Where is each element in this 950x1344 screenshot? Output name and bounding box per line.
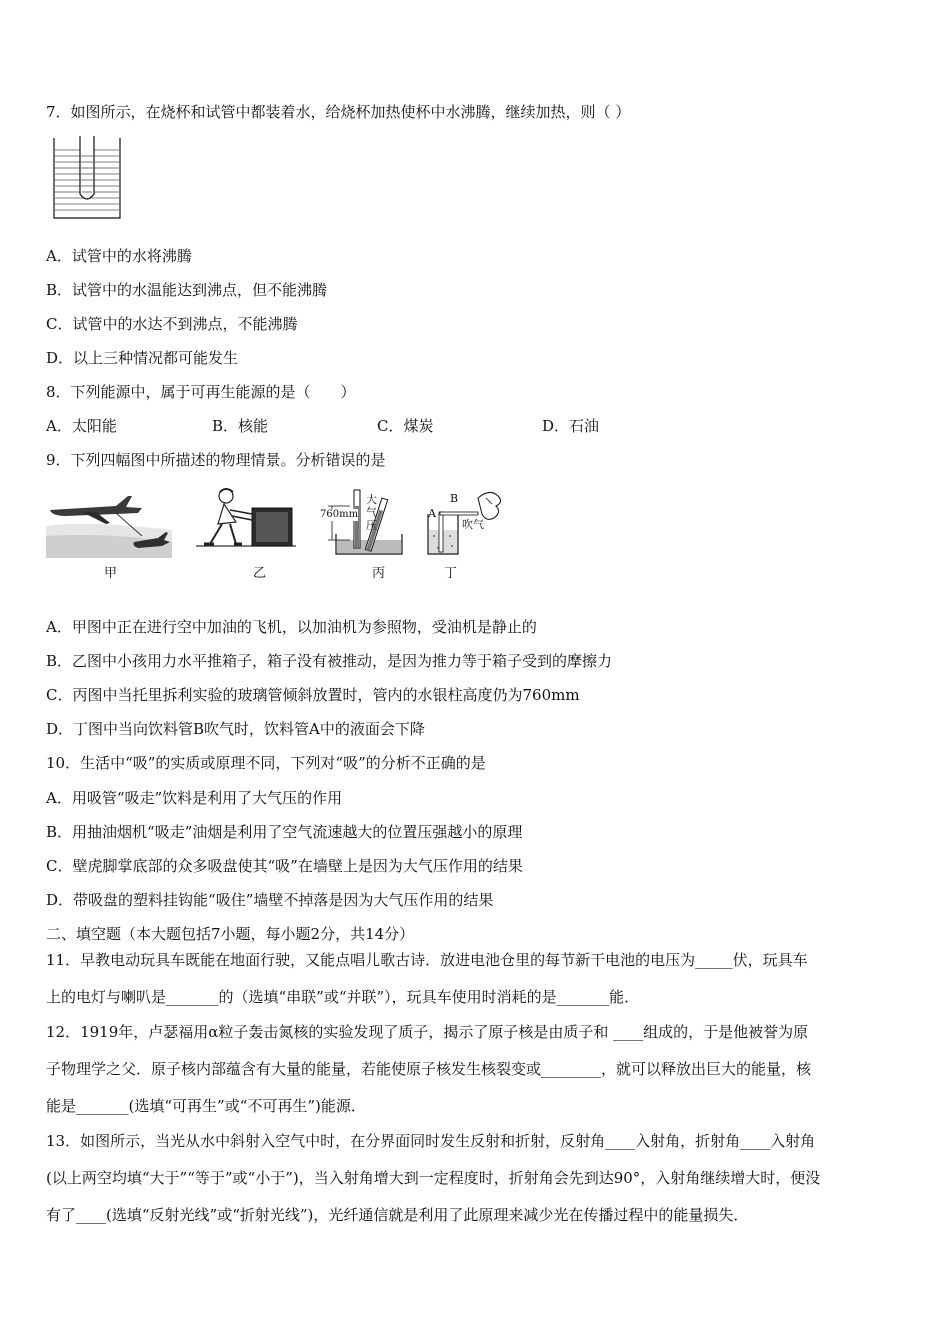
label-atm-2: 气	[366, 506, 377, 519]
q9-option-d: D．丁图中当向饮料管B吹气时，饮料管A中的液面会下降	[46, 720, 425, 738]
q10-option-d: D．带吸盘的塑料挂钩能“吸住”墙壁不掉落是因为大气压作用的结果	[46, 891, 494, 909]
label-b: B	[450, 492, 459, 505]
q9-option-b: B．乙图中小孩用力水平推箱子，箱子没有被推动，是因为推力等于箱子受到的摩擦力	[46, 652, 613, 670]
caption-jia: 甲	[104, 566, 118, 581]
beaker-test-tube-figure	[50, 136, 124, 222]
q10-option-c: C．壁虎脚掌底部的众多吸盘使其“吸”在墙壁上是因为大气压作用的结果	[46, 857, 523, 875]
q7-option-d: D．以上三种情况都可能发生	[46, 349, 239, 367]
q9-option-c: C．丙图中当托里拆利实验的玻璃管倾斜放置时，管内的水银柱高度仍为760mm	[46, 686, 580, 704]
q10-option-b: B．用抽油烟机“吸走”油烟是利用了空气流速越大的位置压强越小的原理	[46, 823, 523, 841]
q9-option-a: A．甲图中正在进行空中加油的飞机，以加油机为参照物，受油机是静止的	[46, 618, 537, 636]
q12-line-1: 12．1919年，卢瑟福用α粒子轰击氮核的实验发现了质子，揭示了原子核是由质子和 ____组成的，于是他被誉为原	[46, 1023, 809, 1041]
label-atm-3: 压	[366, 519, 377, 532]
q7-option-b: B．试管中的水温能达到沸点，但不能沸腾	[46, 281, 328, 299]
q12-line-2: 子物理学之父．原子核内部蕴含有大量的能量，若能使原子核发生核裂变或________，就可以释放出巨大的能量，核	[46, 1060, 812, 1078]
section-2-heading: 二、填空题（本大题包括7小题，每小题2分，共14分）	[46, 925, 415, 943]
caption-bing: 丙	[372, 566, 386, 581]
label-760mm: 760mm	[320, 509, 359, 520]
label-blow: 吹气	[462, 518, 484, 531]
q13-line-1: 13．如图所示，当光从水中斜射入空气中时，在分界面同时发生反射和折射，反射角____入射角，折射角____入射角	[46, 1132, 816, 1150]
q8-option-d: D．石油	[542, 417, 600, 435]
q13-line-2: (以上两空均填“大于”“等于”或“小于”)，当入射角增大到一定程度时，折射角会先到达90°，入射角继续增大时，便没	[46, 1169, 821, 1187]
q8-stem: 8．下列能源中，属于可再生能源的是（ ）	[46, 383, 356, 401]
q7-option-c: C．试管中的水达不到沸点，不能沸腾	[46, 315, 298, 333]
q11-line-2: 上的电灯与喇叭是_______的（选填“串联”或“并联”），玩具车使用时消耗的是_______能．	[46, 988, 640, 1006]
q11-line-1: 11．早教电动玩具车既能在地面行驶，又能点唱儿歌古诗．放进电池仓里的每节新干电池的电压为_____伏，玩具车	[46, 951, 808, 969]
q10-stem: 10．生活中“吸”的实质或原理不同，下列对“吸”的分析不正确的是	[46, 754, 486, 772]
q10-option-a: A．用吸管“吸走”饮料是利用了大气压的作用	[46, 789, 343, 807]
child-pushing-box-figure	[196, 486, 296, 552]
q8-option-a: A．太阳能	[46, 417, 117, 435]
q12-line-3: 能是_______(选填“可再生”或“不可再生”)能源．	[46, 1097, 366, 1115]
caption-yi: 乙	[253, 566, 267, 581]
label-a: A	[428, 507, 436, 520]
q7-option-a: A．试管中的水将沸腾	[46, 247, 192, 265]
q8-option-b: B．核能	[212, 417, 269, 435]
q13-line-3: 有了____(选填“反射光线”或“折射光线”)，光纤通信就是利用了此原理来减少光在传播过程中的能量损失．	[46, 1206, 749, 1224]
q7-stem: 7．如图所示，在烧杯和试管中都装着水，给烧杯加热使杯中水沸腾，继续加热，则（ ）	[46, 103, 631, 121]
label-atm-1: 大	[366, 493, 377, 506]
caption-ding: 丁	[444, 566, 458, 581]
aerial-refueling-figure	[46, 486, 172, 558]
q8-option-c: C．煤炭	[377, 417, 434, 435]
q9-stem: 9．下列四幅图中所描述的物理情景。分析错误的是	[46, 451, 386, 469]
